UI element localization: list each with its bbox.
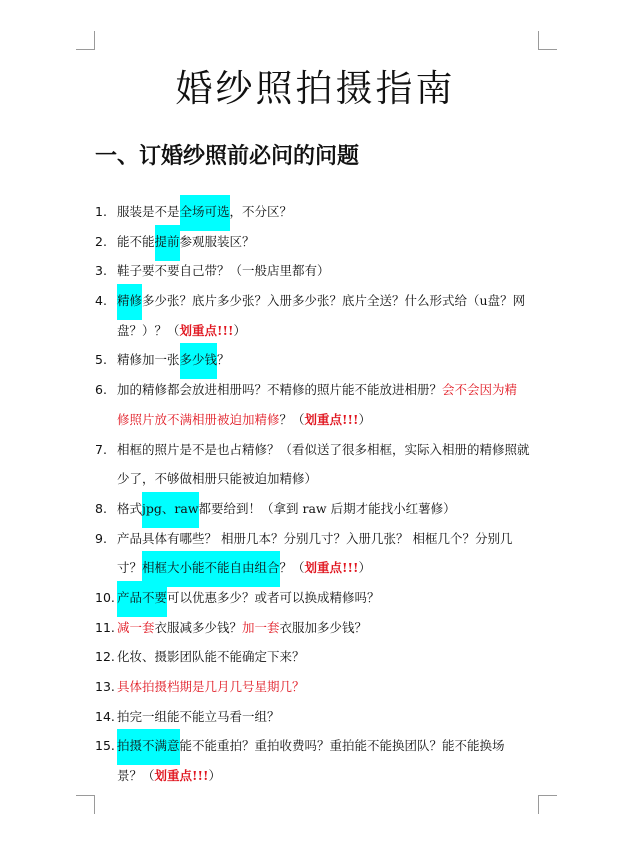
list-item-line bbox=[117, 464, 545, 494]
list-item-line bbox=[117, 494, 545, 524]
list-number: 2. bbox=[95, 233, 107, 249]
highlighted-text: 相框大小能不能自由组合 bbox=[142, 551, 280, 587]
list-item bbox=[95, 702, 545, 732]
list-text: 产品具体有哪些？ 相册几本？分别几寸？入册几张？ 相框几个？分别几 bbox=[117, 530, 513, 546]
list-item-line bbox=[117, 613, 545, 643]
list-item-line bbox=[117, 553, 545, 583]
list-number: 3. bbox=[95, 263, 107, 279]
highlighted-text: 精修 bbox=[117, 284, 142, 320]
list-text: ，不分区？ bbox=[229, 204, 293, 219]
highlighted-text: 提前 bbox=[155, 225, 180, 261]
question-list bbox=[95, 197, 545, 791]
list-text: 能不能 bbox=[117, 233, 155, 249]
crop-mark-bottom-left bbox=[76, 795, 95, 814]
section-heading: 一、订婚纱照前必问的问题 bbox=[95, 144, 360, 169]
list-number: 10. bbox=[95, 589, 115, 605]
emphasis-text: 划重点!!! bbox=[304, 411, 359, 427]
list-text: 参观服装区？ bbox=[179, 233, 255, 249]
list-text: 格式 bbox=[117, 500, 143, 516]
list-number: 11. bbox=[95, 619, 115, 635]
list-number: 5. bbox=[95, 352, 107, 368]
list-item-line bbox=[117, 316, 545, 346]
list-text: 盘？）？（ bbox=[117, 322, 180, 338]
list-text: 精修加一张 bbox=[117, 352, 180, 368]
list-text: ？ bbox=[217, 352, 230, 368]
highlighted-text: 产品不要 bbox=[117, 581, 167, 617]
list-item bbox=[95, 613, 545, 643]
highlighted-text: 拍摄不满意 bbox=[117, 729, 180, 765]
list-number: 6. bbox=[95, 382, 107, 398]
list-item bbox=[95, 227, 545, 257]
list-text: ） bbox=[358, 411, 372, 427]
list-item-line bbox=[117, 672, 545, 702]
list-item-line bbox=[117, 256, 545, 286]
list-item-line bbox=[117, 435, 545, 465]
list-item bbox=[95, 494, 545, 524]
list-item bbox=[95, 256, 545, 286]
list-text: ？（ bbox=[279, 411, 305, 427]
list-number: 15. bbox=[95, 738, 115, 754]
list-number: 12. bbox=[95, 649, 115, 665]
list-text: 鞋子要不要自己带？（一般店里都有） bbox=[117, 263, 330, 279]
emphasis-text: 会不会因为精 bbox=[442, 382, 518, 398]
list-item-line bbox=[117, 731, 545, 761]
crop-mark-bottom-right bbox=[538, 795, 557, 814]
list-text: ） bbox=[358, 560, 372, 576]
list-item-line bbox=[117, 286, 545, 316]
list-number: 13. bbox=[95, 679, 115, 694]
list-item bbox=[95, 524, 545, 583]
list-item bbox=[95, 642, 545, 672]
highlighted-text: jpg、raw bbox=[142, 492, 199, 528]
list-item bbox=[95, 197, 545, 227]
list-text: 衣服加多少钱？ bbox=[279, 619, 368, 635]
list-item-line bbox=[117, 197, 545, 227]
list-number: 9. bbox=[95, 530, 107, 546]
list-text: 拍完一组能不能立马看一组？ bbox=[117, 708, 280, 724]
list-text: 景？（ bbox=[117, 768, 155, 784]
list-text: 化妆、摄影团队能不能确定下来？ bbox=[117, 649, 305, 665]
emphasis-text: 划重点!!! bbox=[154, 768, 209, 784]
emphasis-text: 减一套 bbox=[117, 619, 155, 635]
list-text: 能不能重拍？重拍收费吗？重拍能不能换团队？能不能换场 bbox=[179, 738, 505, 754]
emphasis-text: 划重点!!! bbox=[304, 560, 359, 576]
list-text: 可以优惠多少？或者可以换成精修吗？ bbox=[167, 589, 380, 605]
list-text: ） bbox=[208, 768, 221, 784]
emphasis-text: 具体拍摄档期是几月几号星期几？ bbox=[117, 679, 305, 694]
emphasis-text: 加一套 bbox=[242, 619, 280, 635]
list-item-line bbox=[117, 702, 545, 732]
list-text: 衣服减多少钱？ bbox=[154, 619, 243, 635]
list-text: 多少张？底片多少张？入册多少张？底片全送？什么形式给（u盘？网 bbox=[142, 293, 526, 309]
list-number: 1. bbox=[95, 204, 107, 219]
list-item bbox=[95, 286, 545, 345]
page-title: 婚纱照拍摄指南 bbox=[175, 67, 456, 110]
list-item-line bbox=[117, 761, 545, 791]
highlighted-text: 全场可选 bbox=[180, 195, 230, 231]
list-text: 相框的照片是不是也占精修？（看似送了很多相框，实际入相册的精修照就 bbox=[117, 441, 530, 457]
list-number: 14. bbox=[95, 708, 115, 724]
list-text: 寸？ bbox=[117, 560, 143, 576]
emphasis-text: 修照片放不满相册被迫加精修 bbox=[117, 411, 280, 427]
list-item bbox=[95, 672, 545, 702]
list-item-line bbox=[117, 345, 545, 375]
list-text: ） bbox=[233, 322, 246, 338]
list-text: 服装是不是 bbox=[117, 204, 180, 219]
list-item-line bbox=[117, 227, 545, 257]
crop-mark-top-left bbox=[76, 31, 95, 50]
list-item bbox=[95, 583, 545, 613]
list-text: ？（ bbox=[279, 560, 305, 576]
highlighted-text: 多少钱 bbox=[180, 343, 218, 379]
list-number: 8. bbox=[95, 500, 107, 516]
list-item bbox=[95, 731, 545, 790]
list-item-line bbox=[117, 524, 545, 554]
list-item bbox=[95, 375, 545, 434]
list-item-line bbox=[117, 642, 545, 672]
crop-mark-top-right bbox=[538, 31, 557, 50]
list-item bbox=[95, 435, 545, 494]
list-item-line bbox=[117, 375, 545, 405]
list-item-line bbox=[117, 583, 545, 613]
list-number: 7. bbox=[95, 441, 107, 457]
list-item-line bbox=[117, 405, 545, 435]
list-text: 都要给到！（拿到 raw 后期才能找小红薯修） bbox=[198, 500, 456, 516]
list-text: 加的精修都会放进相册吗？不精修的照片能不能放进相册？ bbox=[117, 382, 443, 398]
list-text: 少了，不够做相册只能被迫加精修） bbox=[117, 471, 318, 487]
list-number: 4. bbox=[95, 293, 107, 309]
list-item bbox=[95, 345, 545, 375]
emphasis-text: 划重点!!! bbox=[179, 322, 234, 338]
